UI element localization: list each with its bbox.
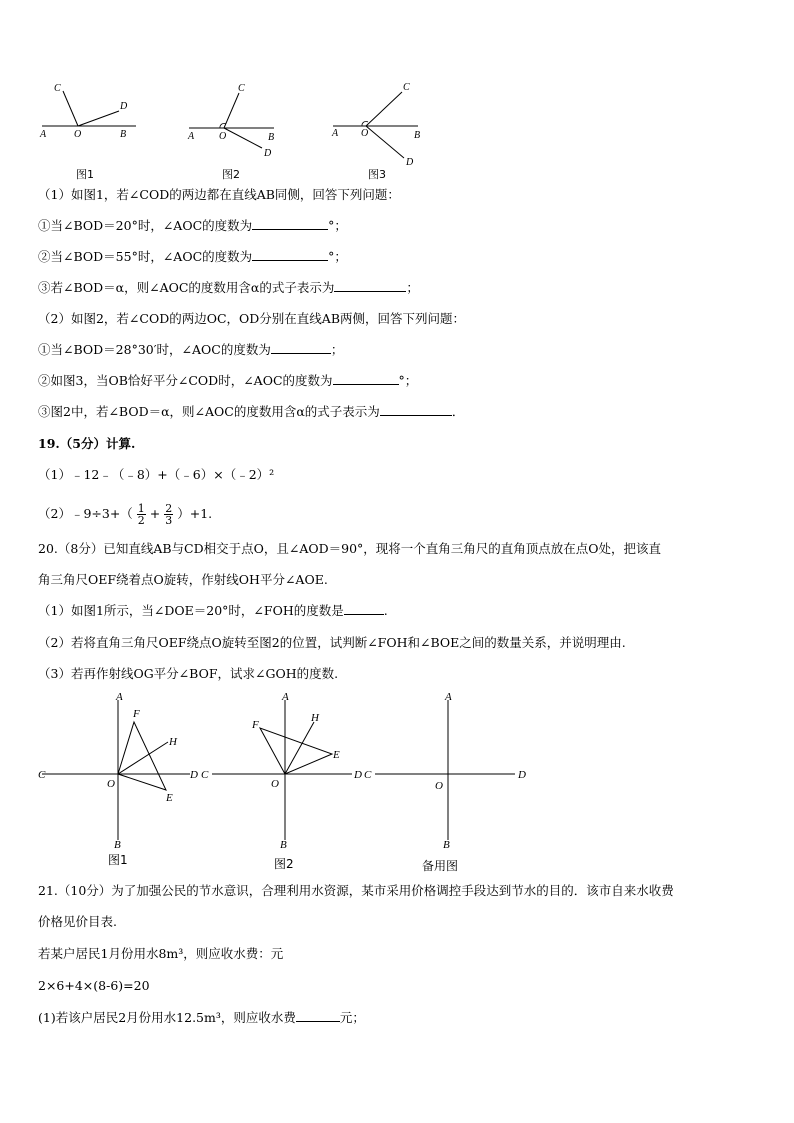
q18-p2-2-end: °； bbox=[398, 373, 418, 388]
q21-calc: 2×6+4×(8-6)=20 bbox=[38, 978, 150, 993]
fig2-label-D: D bbox=[264, 148, 272, 159]
fig2-label-A: A bbox=[188, 131, 195, 142]
figure-1 bbox=[36, 78, 146, 142]
fig3-label-C: C bbox=[403, 82, 410, 93]
q19-line2-end: ）+1. bbox=[177, 506, 213, 521]
fig3-label-D: D bbox=[406, 157, 414, 166]
fig2-caption: 图2 bbox=[222, 168, 240, 181]
q20-fig2-label-C: C bbox=[201, 769, 209, 781]
q21-part1-end: 元； bbox=[339, 1010, 365, 1025]
fig1-label-O: O bbox=[74, 129, 82, 140]
q19-title: 19.（5分）计算. bbox=[38, 436, 136, 451]
q18-p1-3-end: ； bbox=[406, 280, 419, 295]
q21-part1-text: (1)若该户居民2月份用水12.5m³，则应收水费 bbox=[38, 1010, 296, 1025]
q20-fig2-label-F: F bbox=[252, 719, 259, 731]
frac2-numerator: 2 bbox=[165, 502, 173, 515]
q18-part2-intro: （2）如图2，若∠COD的两边OC，OD分别在直线AB两侧，回答下列问题： bbox=[38, 311, 466, 326]
q20-fig2-label-B: B bbox=[280, 839, 287, 851]
q20-title-1: 20.（8分）已知直线AB与CD相交于点O，且∠AOD＝90°，现将一个直角三角尺的直角顶点放在点O处，把该直 bbox=[38, 541, 662, 556]
q18-p1-2 bbox=[38, 248, 347, 266]
fig1-label-D: D bbox=[120, 101, 128, 112]
q20-fig2-label-H: H bbox=[311, 712, 319, 724]
fig1-label-C: C bbox=[54, 83, 61, 94]
answer-blank[interactable] bbox=[252, 248, 328, 261]
q20-fig3-caption: 备用图 bbox=[422, 859, 459, 873]
q19-line2 bbox=[38, 500, 212, 528]
figure-2 bbox=[184, 78, 284, 160]
q18-p2-3 bbox=[38, 403, 464, 421]
fig2-label-O: O bbox=[219, 131, 227, 142]
q21-title-2: 价格见价目表. bbox=[38, 914, 117, 929]
plus-sign: + bbox=[149, 506, 161, 521]
q20-figure-2 bbox=[201, 691, 362, 851]
frac2-denominator: 3 bbox=[165, 514, 173, 527]
q20-figures bbox=[30, 690, 540, 872]
answer-blank[interactable] bbox=[380, 403, 452, 416]
fig1-label-A: A bbox=[40, 129, 47, 140]
answer-blank[interactable] bbox=[252, 217, 328, 230]
q20-part3: （3）若再作射线OG平分∠BOF，试求∠GOH的度数. bbox=[38, 666, 339, 681]
answer-blank[interactable] bbox=[334, 279, 406, 292]
answer-blank[interactable] bbox=[344, 602, 384, 615]
q20-fig3-label-A: A bbox=[445, 691, 452, 703]
q20-figure-1 bbox=[38, 691, 198, 851]
q18-p1-3-text: ③若∠BOD＝α，则∠AOC的度数用含α的式子表示为 bbox=[38, 280, 335, 295]
figure-3 bbox=[328, 78, 428, 166]
q20-fig1-label-H: H bbox=[169, 736, 177, 748]
q20-spare-figure bbox=[364, 691, 526, 851]
q20-fig3-label-O: O bbox=[435, 780, 443, 792]
q20-fig2-label-O: O bbox=[271, 778, 279, 790]
q18-p1-1-text: ①当∠BOD＝20°时，∠AOC的度数为 bbox=[38, 218, 253, 233]
q20-fig2-caption: 图2 bbox=[274, 857, 294, 871]
q18-p1-1 bbox=[38, 217, 347, 235]
q20-fig3-label-B: B bbox=[443, 839, 450, 851]
q19-line1: （1）﹣12﹣（﹣8）+（﹣6）×（﹣2）² bbox=[38, 467, 275, 482]
q18-p1-1-end: °； bbox=[328, 218, 347, 233]
q18-p2-1-end: ； bbox=[330, 342, 344, 357]
fig3-label-O: O bbox=[361, 128, 369, 139]
q20-fig2-label-E: E bbox=[333, 749, 340, 761]
q20-fig1-label-E: E bbox=[166, 792, 173, 804]
q18-p1-2-end: °； bbox=[328, 249, 347, 264]
answer-blank[interactable] bbox=[296, 1009, 340, 1022]
q20-title-2: 角三角尺OEF绕着点O旋转，作射线OH平分∠AOE. bbox=[38, 572, 328, 587]
fraction-two-thirds bbox=[164, 503, 173, 526]
q19-line2-start: （2）﹣9÷3+（ bbox=[38, 506, 133, 521]
q18-p2-3-text: ③图2中，若∠BOD＝α，则∠AOC的度数用含α的式子表示为 bbox=[38, 404, 380, 419]
q21-part1 bbox=[38, 1009, 365, 1027]
fig3-label-B: B bbox=[414, 130, 421, 141]
fig3-label-A: A bbox=[332, 128, 339, 139]
frac1-numerator: 1 bbox=[137, 502, 145, 515]
q20-part2: （2）若将直角三角尺OEF绕点O旋转至图2的位置，试判断∠FOH和∠BOE之间的数量关系，并说明理由. bbox=[38, 635, 626, 650]
q20-fig1-label-A: A bbox=[116, 691, 123, 703]
q18-p2-2-text: ②如图3，当OB恰好平分∠COD时，∠AOC的度数为 bbox=[38, 373, 333, 388]
q20-part1-end: . bbox=[383, 603, 388, 618]
q20-fig2-label-A: A bbox=[282, 691, 289, 703]
q20-part1 bbox=[38, 602, 388, 620]
q18-p2-1 bbox=[38, 341, 343, 359]
q20-part1-text: （1）如图1所示，当∠DOE＝20°时，∠FOH的度数是 bbox=[38, 603, 344, 618]
fig1-label-B: B bbox=[120, 129, 127, 140]
q20-fig1-caption: 图1 bbox=[108, 853, 128, 867]
fig2-label-B: B bbox=[268, 132, 275, 143]
q20-fig3-label-D: D bbox=[518, 769, 526, 781]
q20-fig2-label-D: D bbox=[354, 769, 362, 781]
q18-p1-3 bbox=[38, 279, 419, 297]
answer-blank[interactable] bbox=[333, 372, 399, 385]
q21-example: 若某户居民1月份用水8m³，则应收水费：元 bbox=[38, 946, 284, 961]
fig2-label-C: C bbox=[238, 83, 245, 94]
q20-fig1-label-O: O bbox=[107, 778, 115, 790]
q18-p2-1-text: ①当∠BOD＝28°30′时，∠AOC的度数为 bbox=[38, 342, 271, 357]
q20-fig1-label-D: D bbox=[190, 769, 198, 781]
fig1-caption: 图1 bbox=[76, 168, 94, 181]
frac1-denominator: 2 bbox=[137, 514, 145, 527]
q20-fig1-label-F: F bbox=[133, 708, 140, 720]
fig3-caption: 图3 bbox=[368, 168, 386, 181]
q18-p2-3-end: ． bbox=[451, 404, 465, 419]
q18-part1-intro: （1）如图1，若∠COD的两边都在直线AB同侧，回答下列问题： bbox=[38, 187, 400, 202]
q18-p2-2 bbox=[38, 372, 417, 390]
q18-p1-2-text: ②当∠BOD＝55°时，∠AOC的度数为 bbox=[38, 249, 253, 264]
answer-blank[interactable] bbox=[271, 341, 331, 354]
fraction-one-half bbox=[137, 503, 146, 526]
q20-fig1-label-B: B bbox=[114, 839, 121, 851]
q20-fig1-label-C: C bbox=[38, 769, 46, 781]
q20-fig3-label-C: C bbox=[364, 769, 372, 781]
q21-title-1: 21.（10分）为了加强公民的节水意识，合理利用水资源，某市采用价格调控手段达到节水的目的．该市自来水收费 bbox=[38, 883, 674, 898]
